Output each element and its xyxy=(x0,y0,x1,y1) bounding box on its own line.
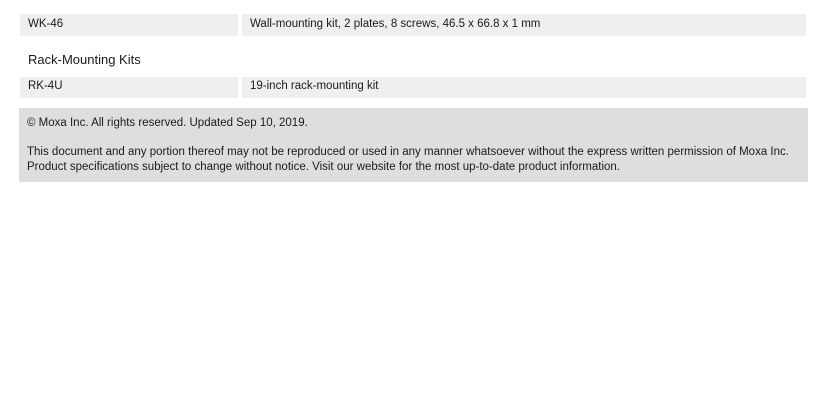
table-row xyxy=(20,14,806,36)
model-cell: RK-4U xyxy=(20,77,238,98)
footer xyxy=(19,108,808,182)
description-cell: Wall-mounting kit, 2 plates, 8 screws, 46.5 x 66.8 x 1 mm xyxy=(242,14,806,36)
disclaimer-text: This document and any portion thereof may not be reproduced or used in any manner whatsoever without the express written permission of Moxa Inc. Product specifications subject to change without notice. Visit our website for the most up-to-date product information. xyxy=(27,146,789,173)
copyright-text: © Moxa Inc. All rights reserved. Updated Sep 10, 2019. xyxy=(27,117,308,129)
model-cell: WK-46 xyxy=(20,14,238,36)
section-heading-rack-mounting-kits: Rack-Mounting Kits xyxy=(28,52,141,67)
table-row xyxy=(20,77,806,98)
description-cell: 19-inch rack-mounting kit xyxy=(242,77,806,98)
